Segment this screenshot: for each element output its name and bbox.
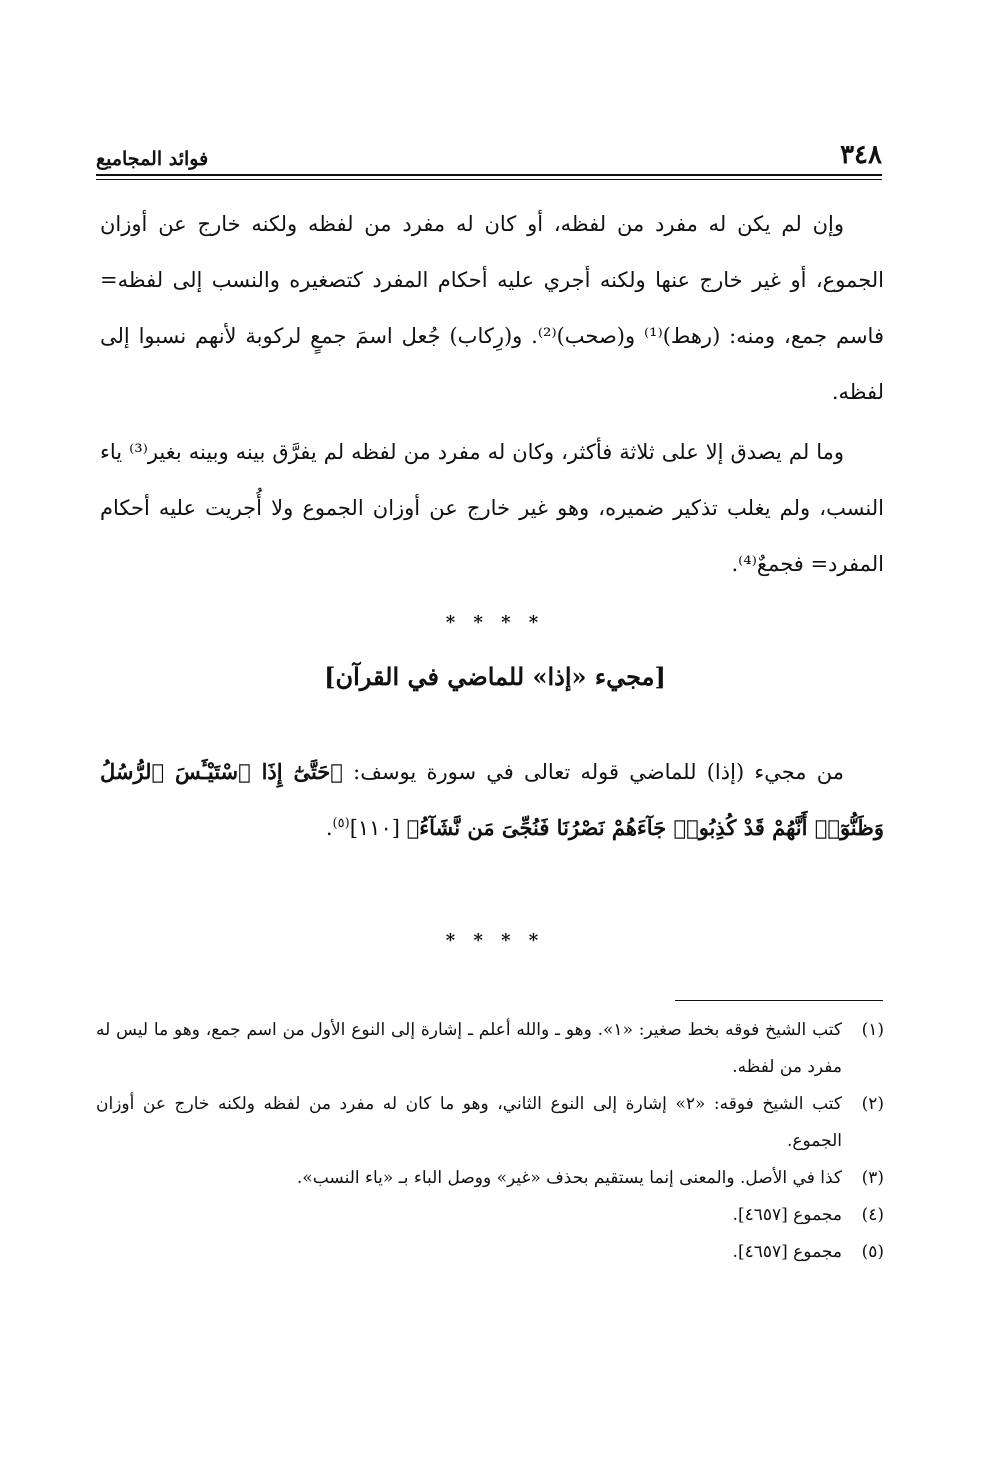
section-separator: * * * * <box>445 612 545 633</box>
footnote-number: (٣) <box>861 1168 884 1188</box>
footnote-item <box>96 1197 884 1234</box>
quran-intro: من مجيء (إذا) للماضي قوله تعالى في سورة يوسف: <box>353 760 844 784</box>
footnote-item <box>96 1234 884 1271</box>
footnote-item <box>96 1160 884 1197</box>
quran-verse: ﴿حَتَّىٰٓ إِذَا ٱسْتَيْـَٔسَ ٱلرُّسُلُ وَظَنُّوٓا۟ أَنَّهُمْ قَدْ كُذِبُوا۟ جَآءَهُمْ نَصْرُنَا فَنُجِّىَ مَن نَّشَآءُ﴾ <box>100 759 884 840</box>
section-heading: [مجيء «إذا» للماضي في القرآن] <box>324 662 666 691</box>
footnote-item <box>96 1086 884 1160</box>
verse-reference: [١١٠] <box>349 816 400 840</box>
paragraph-plural <box>100 424 884 592</box>
section-separator: * * * * <box>445 930 545 951</box>
footnote-rule <box>675 1000 883 1001</box>
book-title: فوائد المجاميع <box>96 148 209 170</box>
footnotes <box>96 1012 884 1271</box>
footnote-marker: (٥) <box>332 816 350 831</box>
paragraph-text: وما لم يصدق إلا على ثلاثة فأكثر، وكان له مفرد من لفظه لم يفرَّق بينه وبينه بغير⁽³⁾ ياء النسب، ولم يغلب تذكير ضميره، وهو غير خارج عن أوزان الجموع ولا أُجريت عليه أحكام المفرد= فجمعٌ⁽⁴⁾. <box>100 440 884 576</box>
paragraph-text <box>100 744 884 856</box>
page-number: ٣٤٨ <box>840 140 882 170</box>
footnote-text: مجموع [٤٦٥٧]. <box>732 1205 842 1225</box>
footnote-number: (٢) <box>861 1094 884 1114</box>
footnote-number: (١) <box>861 1020 884 1040</box>
header-rule <box>96 174 882 180</box>
footnote-text: كتب الشيخ فوقه بخط صغير: «١». وهو ـ والله أعلم ـ إشارة إلى النوع الأول من اسم جمع، وهو ما ليس له مفرد من لفظه. <box>96 1020 842 1077</box>
footnote-text: كذا في الأصل. والمعنى إنما يستقيم بحذف «غير» ووصل الباء بـ «ياء النسب». <box>296 1168 842 1188</box>
running-header <box>96 136 882 170</box>
paragraph-text: وإن لم يكن له مفرد من لفظه، أو كان له مفرد من لفظه ولكنه خارج عن أوزان الجموع، أو غير خارج عنها ولكنه أجري عليه أحكام المفرد كتصغيره والنسب إلى لفظه= فاسم جمع، ومنه: (رهط)⁽¹⁾ و(صحب)⁽²⁾. و(رِكاب) جُعل اسمَ جمعٍ لركوبة لأنهم نسبوا إلى لفظه. <box>100 212 884 404</box>
footnote-text: كتب الشيخ فوقه: «٢» إشارة إلى النوع الثاني، وهو ما كان له مفرد من لفظه ولكنه خارج عن أوزان الجموع. <box>96 1094 843 1151</box>
quran-paragraph <box>100 744 884 856</box>
footnote-text: مجموع [٤٦٥٧]. <box>732 1242 842 1262</box>
footnote-number: (٥) <box>861 1242 884 1262</box>
sentence-end: . <box>325 816 333 840</box>
footnote-item <box>96 1012 884 1086</box>
paragraph-plural-noun <box>100 196 884 420</box>
footnote-number: (٤) <box>861 1205 884 1225</box>
